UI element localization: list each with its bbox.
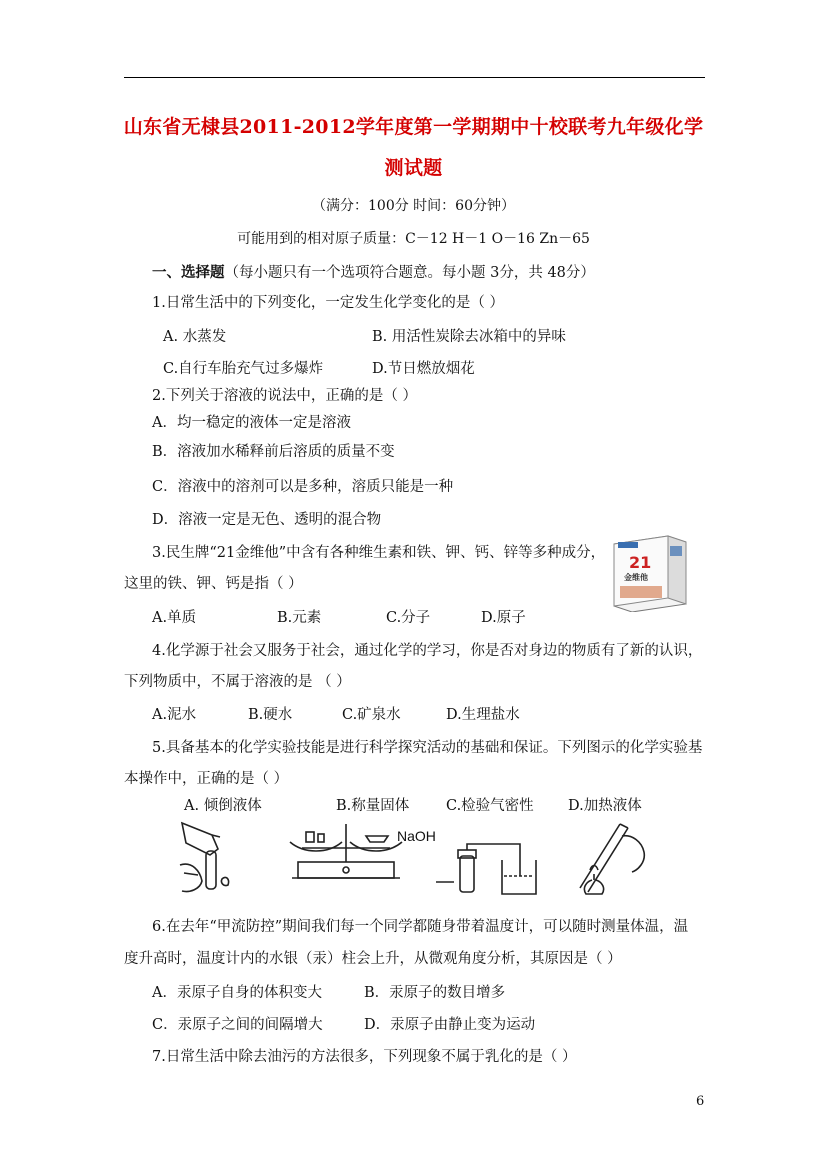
airtightness-test-image <box>432 842 544 898</box>
q2-option-c: C．溶液中的溶剂可以是多种，溶质只能是一种 <box>152 479 454 495</box>
q1-option-a: A. 水蒸发 <box>163 329 227 345</box>
q2-option-d: D．溶液一定是无色、透明的混合物 <box>152 512 382 528</box>
header-rule <box>124 77 705 78</box>
q5-stem-line2: 本操作中，正确的是（ ） <box>124 771 289 787</box>
heat-liquid-image <box>562 818 658 900</box>
q4-stem-line1: 4.化学源于社会又服务于社会，通过化学的学习，你是否对身边的物质有了新的认识， <box>152 643 703 659</box>
q4-option-c: C.矿泉水 <box>342 707 401 723</box>
exam-title-line2: 测试题 <box>384 157 443 179</box>
q3-stem-line1: 3.民生牌“21金维他”中含有各种维生素和铁、钾、钙、锌等多种成分， <box>152 545 606 561</box>
balance-scale-image <box>284 818 408 888</box>
q3-option-a: A.单质 <box>152 610 197 626</box>
q6-option-c: C．汞原子之间的间隔增大 <box>152 1017 323 1033</box>
q6-option-a: A．汞原子自身的体积变大 <box>152 985 322 1001</box>
section-title: 一、选择题 <box>152 264 225 281</box>
q1-stem: 1.日常生活中的下列变化，一定发生化学变化的是（ ） <box>152 295 504 311</box>
q3-option-b: B.元素 <box>277 610 322 626</box>
q1-option-b: B. 用活性炭除去冰箱中的异味 <box>372 329 566 345</box>
q4-option-d: D.生理盐水 <box>446 707 520 723</box>
q3-option-c: C.分子 <box>386 610 431 626</box>
q5-option-b: B.称量固体 <box>336 798 410 814</box>
q7-stem: 7.日常生活中除去油污的方法很多，下列现象不属于乳化的是（ ） <box>152 1049 577 1065</box>
q4-option-b: B.硬水 <box>248 707 293 723</box>
q6-stem-line1: 6.在去年“甲流防控”期间我们每一个同学都随身带着温度计，可以随时测量体温，温 <box>152 919 689 935</box>
q2-stem: 2.下列关于溶液的说法中，正确的是（ ） <box>152 388 417 404</box>
q5-option-c: C.检验气密性 <box>446 798 534 814</box>
vitamin-box-image <box>612 532 688 612</box>
vitamin-box-number: 21 <box>629 553 652 572</box>
q1-option-d: D.节日燃放烟花 <box>372 361 475 377</box>
naoh-label: NaOH <box>397 828 436 844</box>
q6-stem-line2: 度升高时，温度计内的水银（汞）柱会上升，从微观角度分析，其原因是（ ） <box>124 951 622 967</box>
section-note: （每小题只有一个选项符合题意。每小题 3分，共 48分） <box>224 265 595 281</box>
q5-stem-line1: 5.具备基本的化学实验技能是进行科学探究活动的基础和保证。下列图示的化学实验基 <box>152 740 703 756</box>
section-heading <box>152 261 595 282</box>
score-time: （满分：100分 时间：60分钟） <box>312 198 515 214</box>
pour-liquid-image <box>172 815 252 897</box>
q5-option-d: D.加热液体 <box>568 798 642 814</box>
q4-stem-line2: 下列物质中，不属于溶液的是 （ ） <box>124 674 351 690</box>
vitamin-box-name: 金维他 <box>624 573 648 582</box>
q2-option-b: B．溶液加水稀释前后溶质的质量不变 <box>152 444 395 460</box>
q3-option-d: D.原子 <box>481 610 526 626</box>
q1-option-c: C.自行车胎充气过多爆炸 <box>163 361 324 377</box>
q3-stem-line2: 这里的铁、钾、钙是指（ ） <box>124 576 303 592</box>
atomic-mass-note: 可能用到的相对原子质量：C－12 H－1 O－16 Zn－65 <box>237 231 590 247</box>
q2-option-a: A．均一稳定的液体一定是溶液 <box>152 415 351 431</box>
q5-option-a: A. 倾倒液体 <box>184 798 262 814</box>
q4-option-a: A.泥水 <box>152 707 197 723</box>
q6-option-d: D．汞原子由静止变为运动 <box>364 1017 536 1033</box>
page-number: 6 <box>696 1094 705 1109</box>
q6-option-b: B．汞原子的数目增多 <box>364 985 506 1001</box>
exam-title-line1: 山东省无棣县2011-2012学年度第一学期期中十校联考九年级化学 <box>123 116 704 138</box>
